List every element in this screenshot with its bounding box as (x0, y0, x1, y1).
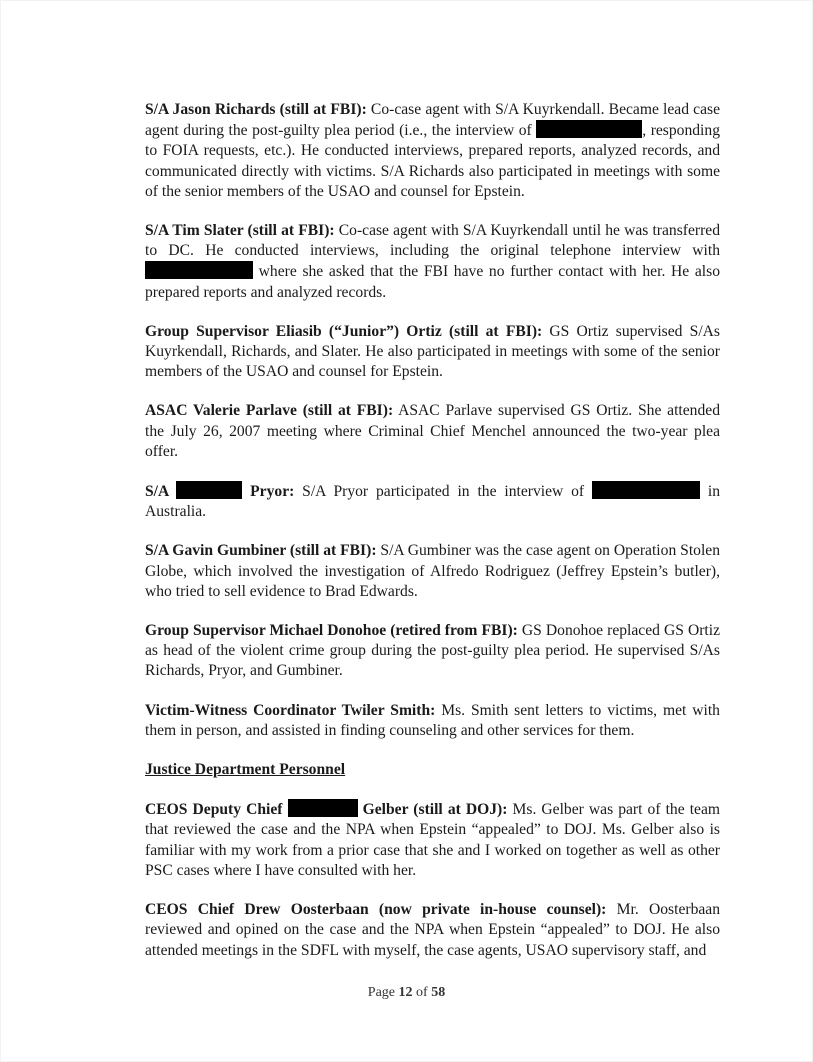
paragraph-slater (145, 221, 720, 303)
footer-of: of (412, 985, 432, 1000)
paragraph-donohoe (145, 621, 720, 682)
redaction-box (176, 481, 242, 499)
paragraph-text: , responding to FOIA requests, etc.). He conducted interviews, prepared reports, analyzed records, and communicated directly with victims. S/A Richards also participated in meetings with some of the senior members of the USAO and counsel for Epstein. (145, 122, 720, 200)
paragraph-gelber (145, 799, 720, 881)
person-label: S/A Gavin Gumbiner (still at FBI): (145, 542, 377, 560)
person-label: ASAC Valerie Parlave (still at FBI): (145, 402, 394, 420)
person-label: CEOS Chief Drew Oosterbaan (now private in-house counsel): (145, 901, 607, 919)
paragraph-text: in Australia. (145, 483, 720, 521)
paragraph-text: Co-case agent with S/A Kuyrkendall until he was transferred to DC. He conducted interviews, including the original telephone interview with (145, 222, 720, 260)
document-body (145, 100, 720, 980)
paragraph-text: Mr. Oosterbaan reviewed and opined on the case and the NPA when Epstein “appealed” to DOJ. He also attended meetings in the SDFL with myself, the case agents, USAO supervisory staff, and (145, 901, 720, 959)
person-label: S/A Jason Richards (still at FBI): (145, 101, 367, 118)
redaction-box (536, 120, 642, 138)
paragraph-text: S/A Pryor participated in the interview of (294, 483, 592, 501)
paragraph-pryor (145, 481, 720, 522)
paragraph-parlave (145, 401, 720, 462)
footer-page-total: 58 (431, 985, 446, 1000)
person-label: Victim-Witness Coordinator Twiler Smith: (145, 701, 436, 719)
paragraph-oosterbaan (145, 900, 720, 961)
redaction-box (592, 481, 700, 499)
paragraph-text: Co-case agent with S/A Kuyrkendall. Became lead case agent during the post-guilty plea period (i.e., the interview of (145, 101, 721, 140)
paragraph-smith (145, 701, 720, 741)
paragraph-richards (145, 100, 720, 202)
person-label-suffix: Gelber (still at DOJ): (357, 801, 508, 819)
person-label: Group Supervisor Eliasib (“Junior”) Ortiz (still at FBI): (145, 322, 543, 340)
paragraph-gumbiner (145, 541, 720, 602)
paragraph-text: ASAC Parlave supervised GS Ortiz. She attended the July 26, 2007 meeting where Criminal Chief Menchel announced the two-year plea offer. (145, 402, 720, 460)
paragraph-text: Ms. Gelber was part of the team that reviewed the case and the NPA when Epstein “appealed” to DOJ. Ms. Gelber also is familiar with my work from a prior case that she and I worked on together as well as other PSC cases where I have consulted with her. (145, 801, 720, 879)
person-label-suffix: Pryor: (242, 483, 295, 501)
paragraph-text: Ms. Smith sent letters to victims, met with them in person, and assisted in finding counseling and other services for them. (145, 701, 720, 739)
paragraph-text: GS Ortiz supervised S/As Kuyrkendall, Richards, and Slater. He also participated in meetings with some of the senior members of the USAO and counsel for Epstein. (145, 322, 720, 381)
paragraph-text: where she asked that the FBI have no further contact with her. He also prepared reports and analyzed records. (145, 263, 720, 301)
section-heading: Justice Department Personnel (145, 761, 346, 779)
redaction-box (288, 799, 358, 817)
redaction-box (145, 261, 253, 279)
page-footer (0, 985, 813, 1001)
person-label-prefix: CEOS Deputy Chief (145, 801, 288, 819)
paragraph-text: S/A Gumbiner was the case agent on Operation Stolen Globe, which involved the investigation of Alfredo Rodriguez (Jeffrey Epstein’s butler), who tried to sell evidence to Brad Edwards. (145, 542, 720, 600)
footer-page-number: 12 (398, 985, 413, 1000)
footer-prefix: Page (367, 985, 399, 1000)
person-label: S/A Tim Slater (still at FBI): (145, 222, 335, 240)
paragraph-ortiz (145, 322, 720, 383)
person-label-prefix: S/A (145, 483, 177, 501)
person-label: Group Supervisor Michael Donohoe (retired from FBI): (145, 622, 518, 640)
paragraph-text: GS Donohoe replaced GS Ortiz as head of the violent crime group during the post-guilty plea period. He supervised S/As Richards, Pryor, and Gumbiner. (145, 622, 721, 680)
